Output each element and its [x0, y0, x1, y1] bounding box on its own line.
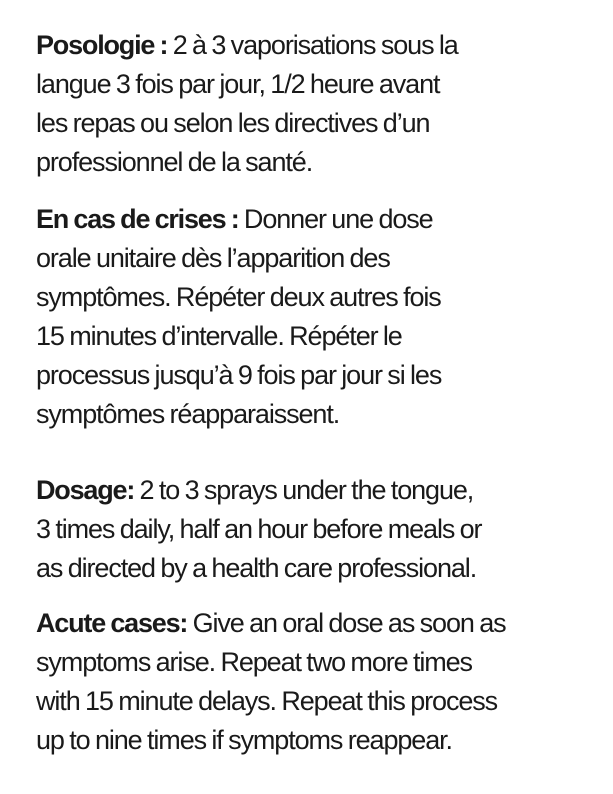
dosage-text: 2 to 3 sprays under the tongue, — [134, 475, 474, 505]
posologie-text: langue 3 fois par jour, 1/2 heure avant — [36, 69, 440, 99]
text-line — [36, 471, 581, 510]
crises-text: 15 minutes d’intervalle. Répéter le — [36, 321, 402, 351]
crises-text: orale unitaire dès l’apparition des — [36, 243, 390, 273]
crises-section — [36, 200, 581, 434]
posologie-text: les repas ou selon les directives d’un — [36, 108, 430, 138]
crises-text: Donner une dose — [238, 204, 433, 234]
crises-heading: En cas de crises : — [36, 204, 239, 234]
text-line — [36, 604, 581, 643]
dosage-text: 3 times daily, half an hour before meals or — [36, 514, 482, 544]
posologie-heading: Posologie : — [36, 30, 168, 60]
dosage-heading: Dosage: — [36, 475, 135, 505]
text-line — [36, 26, 581, 65]
crises-text: symptômes réapparaissent. — [36, 399, 340, 429]
crises-text: symptômes. Répéter deux autres fois — [36, 282, 441, 312]
crises-text: processus jusqu’à 9 fois par jour si les — [36, 360, 442, 390]
dosage-section — [36, 471, 581, 588]
acute-cases-text: up to nine times if symptoms reappear. — [36, 725, 452, 755]
acute-cases-text: Give an oral dose as soon as — [187, 608, 506, 638]
posologie-text: 2 à 3 vaporisations sous la — [167, 30, 458, 60]
acute-cases-text: symptoms arise. Repeat two more times — [36, 647, 472, 677]
posologie-text: professionnel de la santé. — [36, 147, 313, 177]
acute-cases-text: with 15 minute delays. Repeat this process — [36, 686, 498, 716]
acute-cases-heading: Acute cases: — [36, 608, 188, 638]
acute-cases-section — [36, 604, 581, 760]
posologie-section — [36, 26, 581, 182]
dosage-text: as directed by a health care professional. — [36, 553, 477, 583]
text-line — [36, 200, 581, 239]
